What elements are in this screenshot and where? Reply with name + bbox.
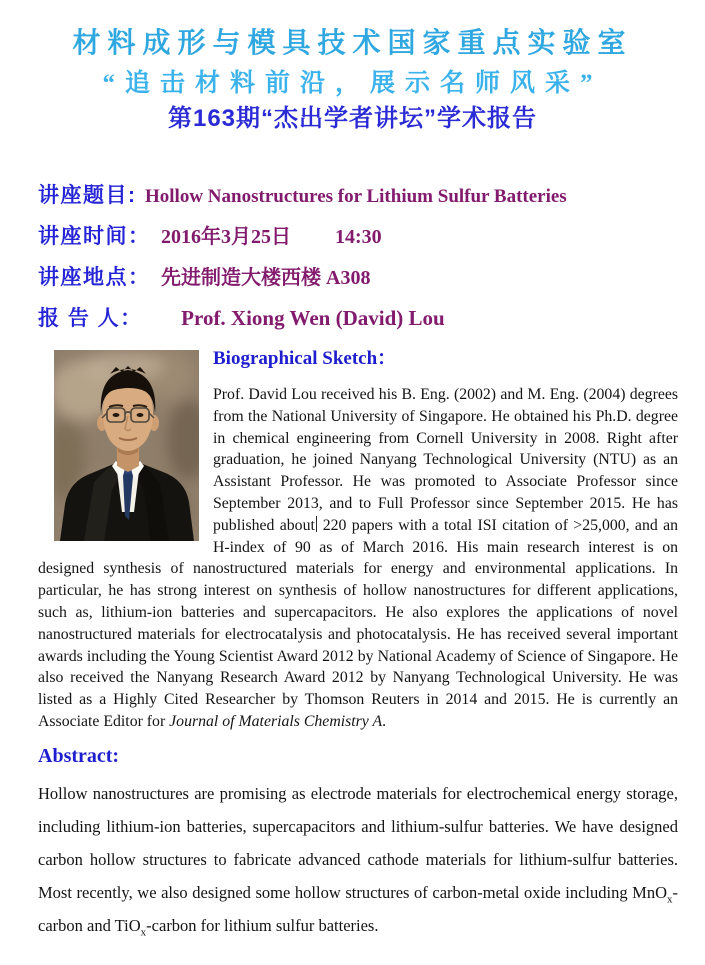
series-slogan: “追击材料前沿，展示名师风采” — [102, 70, 603, 97]
info-colon: ： — [120, 307, 142, 330]
info-row — [38, 265, 705, 292]
lab-title: 材料成形与模具技术国家重点实验室 — [72, 28, 633, 59]
info-row — [38, 224, 705, 251]
info-value: Hollow Nanostructures for Lithium Sulfur Batteries — [145, 186, 567, 207]
info-label: 讲座题目 — [38, 184, 128, 207]
speaker-photo — [54, 350, 199, 541]
text-segment: . — [382, 712, 387, 730]
info-label: 报 告 人 — [38, 307, 121, 330]
document-header — [0, 0, 705, 136]
abstract-section — [38, 743, 678, 942]
abstract-paragraph — [38, 777, 678, 942]
bio-heading: Biographical Sketch： — [213, 348, 397, 369]
bio-section — [38, 347, 678, 733]
lecture-info — [38, 183, 705, 333]
info-colon: ： — [128, 225, 149, 248]
abstract-heading: Abstract: — [38, 744, 120, 767]
text-segment: 220 papers with a total ISI citation of >25,000, and an H-index of 90 as of March 2016. His main research interest is on designed synthesis of nanostructured materials for energy and environmental applications. In particular, he has strong interest on synthesis of hollow nanostructures for different applications, such as, lithium-ion batteries and supercapacitors. He also explores the applications of novel nanostructured materials for electrocatalysis and photocatalysis. He has received several important awards including the Young Scientist Award 2012 by National Academy of Science of Singapore. He also received the Nanyang Research Award 2012 by Nanyang Technological University. He was listed as a Highly Cited Researcher by Thomson Reuters in 2014 and 2015. He is currently an Associate Editor for — [38, 516, 678, 730]
text-segment: -carbon for lithium sulfur batteries. — [146, 915, 379, 935]
text-segment: x — [140, 926, 147, 939]
info-colon: : — [128, 184, 135, 207]
info-colon: ： — [128, 266, 149, 289]
info-label: 讲座时间 — [38, 225, 128, 248]
info-row — [38, 306, 705, 333]
info-label: 讲座地点 — [38, 266, 128, 289]
info-value: Prof. Xiong Wen (David) Lou — [181, 306, 445, 330]
speaker-portrait-image — [54, 350, 199, 541]
text-segment: Prof. David Lou received his B. Eng. (2002) and M. Eng. (2004) degrees from the National University of Singapore. He obtained his Ph.D. degree in chemical engineering from Cornell University in 2008. Right after graduation, he joined Nanyang Technological University (NTU) as an Assistant Professor. He was promoted to Associate Professor since September 2013, and to Full Professor since September 2015. He has published about — [213, 386, 678, 534]
info-value-secondary: 14:30 — [335, 226, 382, 248]
info-value: 2016年3月25日 — [161, 226, 291, 248]
text-segment: Hollow nanostructures are promising as electrode materials for electrochemical energy storage, including lithium-ion batteries, supercapacitors and lithium-sulfur batteries. We have designed carbon hollow structures to fabricate advanced cathode materials for lithium-sulfur batteries. Most recently, we also designed some hollow structures of carbon-metal oxide including MnO — [38, 783, 678, 902]
info-value: 先进制造大楼西楼 A308 — [161, 267, 371, 289]
text-segment: -carbon and TiO — [38, 882, 678, 935]
lecture-series-title: 第163期“杰出学者讲坛”学术报告 — [167, 105, 538, 132]
text-segment: x — [667, 893, 673, 906]
info-row — [38, 183, 705, 210]
text-segment: Journal of Materials Chemistry A — [169, 712, 383, 730]
